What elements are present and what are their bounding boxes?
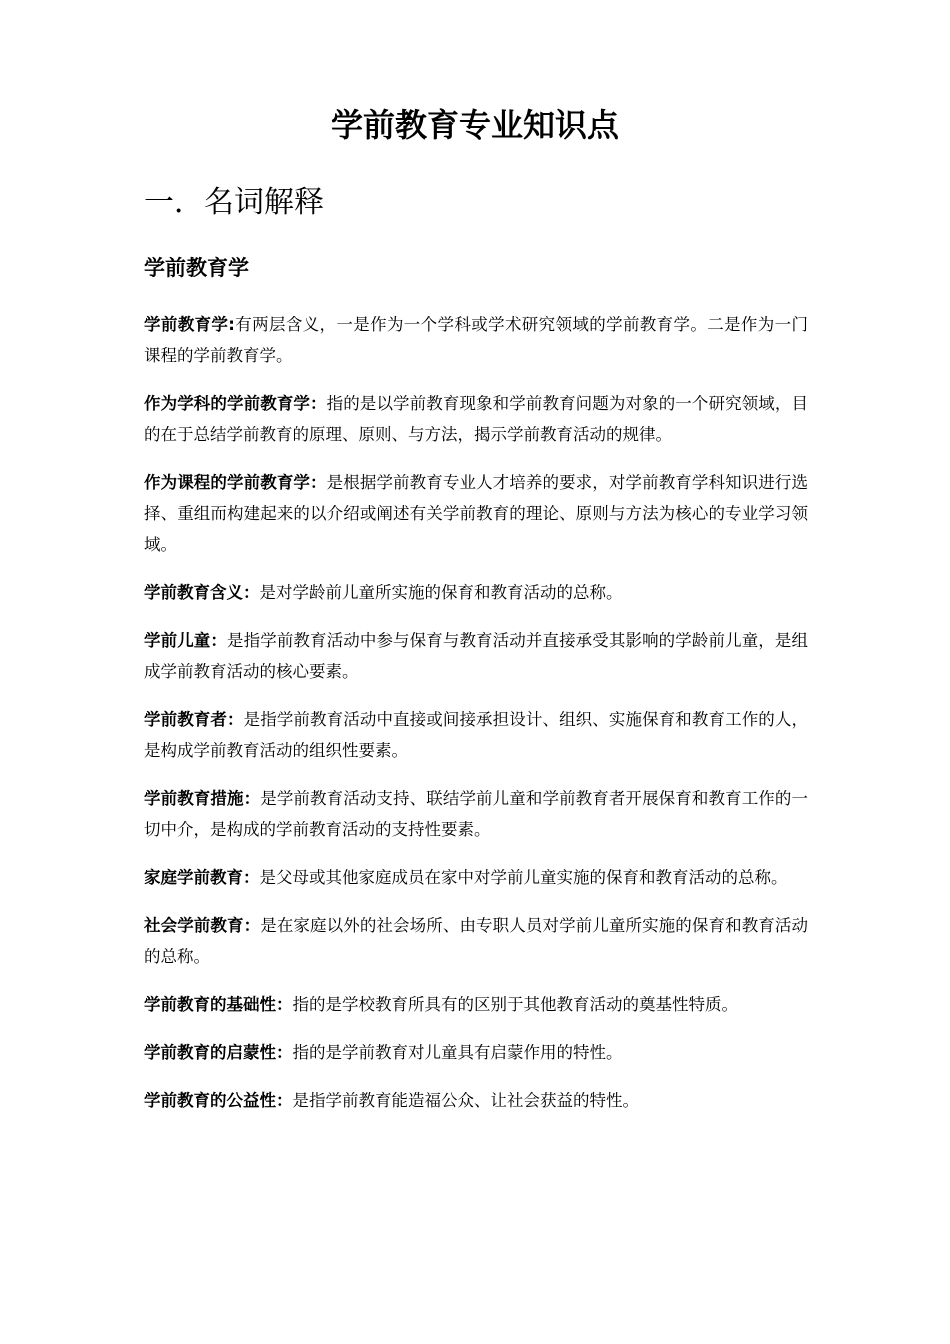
document-title: 学前教育专业知识点 — [330, 106, 619, 144]
definition-term: 作为课程的学前教育学： — [144, 473, 327, 492]
definition-entry — [144, 783, 808, 845]
definition-entry — [144, 1085, 808, 1116]
definition-entry — [144, 309, 808, 371]
definition-text: 指的是以学前教育现象和学前教育问题为对象的一个研究领域，目的在于总结学前教育的原理、原则、与方法，揭示学前教育活动的规律。 — [144, 394, 809, 444]
definition-entry — [144, 1037, 808, 1068]
definition-term: 学前教育学: — [144, 315, 235, 334]
definition-text: 有两层含义，一是作为一个学科或学术研究领域的学前教育学。二是作为一门课程的学前教育学。 — [144, 315, 809, 365]
definition-entry — [144, 625, 808, 687]
definition-term: 学前教育的启蒙性： — [144, 1043, 293, 1062]
definition-term: 学前教育的公益性： — [144, 1091, 293, 1110]
definition-text: 是在家庭以外的社会场所、由专职人员对学前儿童所实施的保育和教育活动的总称。 — [144, 916, 809, 966]
definition-entry — [144, 388, 808, 450]
subsection-heading: 学前教育学 — [144, 256, 249, 280]
definition-term: 作为学科的学前教育学： — [144, 394, 327, 413]
definition-text: 是学前教育活动支持、联结学前儿童和学前教育者开展保育和教育工作的一切中介，是构成的学前教育活动的支持性要素。 — [144, 789, 809, 839]
definition-text: 是父母或其他家庭成员在家中对学前儿童实施的保育和教育活动的总称。 — [259, 868, 788, 887]
definition-term: 学前教育含义： — [144, 583, 260, 602]
definition-list — [144, 309, 808, 1133]
definition-term: 社会学前教育： — [144, 916, 261, 935]
definition-entry — [144, 989, 808, 1020]
definition-entry — [144, 862, 808, 893]
definition-entry — [144, 467, 808, 560]
definition-text: 是指学前教育能造福公众、让社会获益的特性。 — [292, 1091, 639, 1110]
definition-text: 是指学前教育活动中直接或间接承担设计、组织、实施保育和教育工作的人，是构成学前教育活动的组织性要素。 — [144, 710, 809, 760]
definition-entry — [144, 577, 808, 608]
definition-entry — [144, 704, 808, 766]
section-heading: 一．名词解释 — [144, 185, 324, 220]
definition-entry — [144, 910, 808, 972]
definition-term: 学前教育的基础性： — [144, 995, 293, 1014]
definition-text: 指的是学前教育对儿童具有启蒙作用的特性。 — [292, 1043, 623, 1062]
definition-term: 学前教育措施： — [144, 789, 261, 808]
definition-text: 是指学前教育活动中参与保育与教育活动并直接承受其影响的学龄前儿童，是组成学前教育活动的核心要素。 — [144, 631, 809, 681]
definition-text: 指的是学校教育所具有的区别于其他教育活动的奠基性特质。 — [292, 995, 738, 1014]
definition-term: 学前儿童： — [144, 631, 228, 650]
definition-text: 是对学龄前儿童所实施的保育和教育活动的总称。 — [259, 583, 623, 602]
definition-text: 是根据学前教育专业人才培养的要求，对学前教育学科知识进行选择、重组而构建起来的以介绍或阐述有关学前教育的理论、原则与方法为核心的专业学习领域。 — [144, 473, 809, 554]
definition-term: 家庭学前教育： — [144, 868, 260, 887]
definition-term: 学前教育者： — [144, 710, 244, 729]
